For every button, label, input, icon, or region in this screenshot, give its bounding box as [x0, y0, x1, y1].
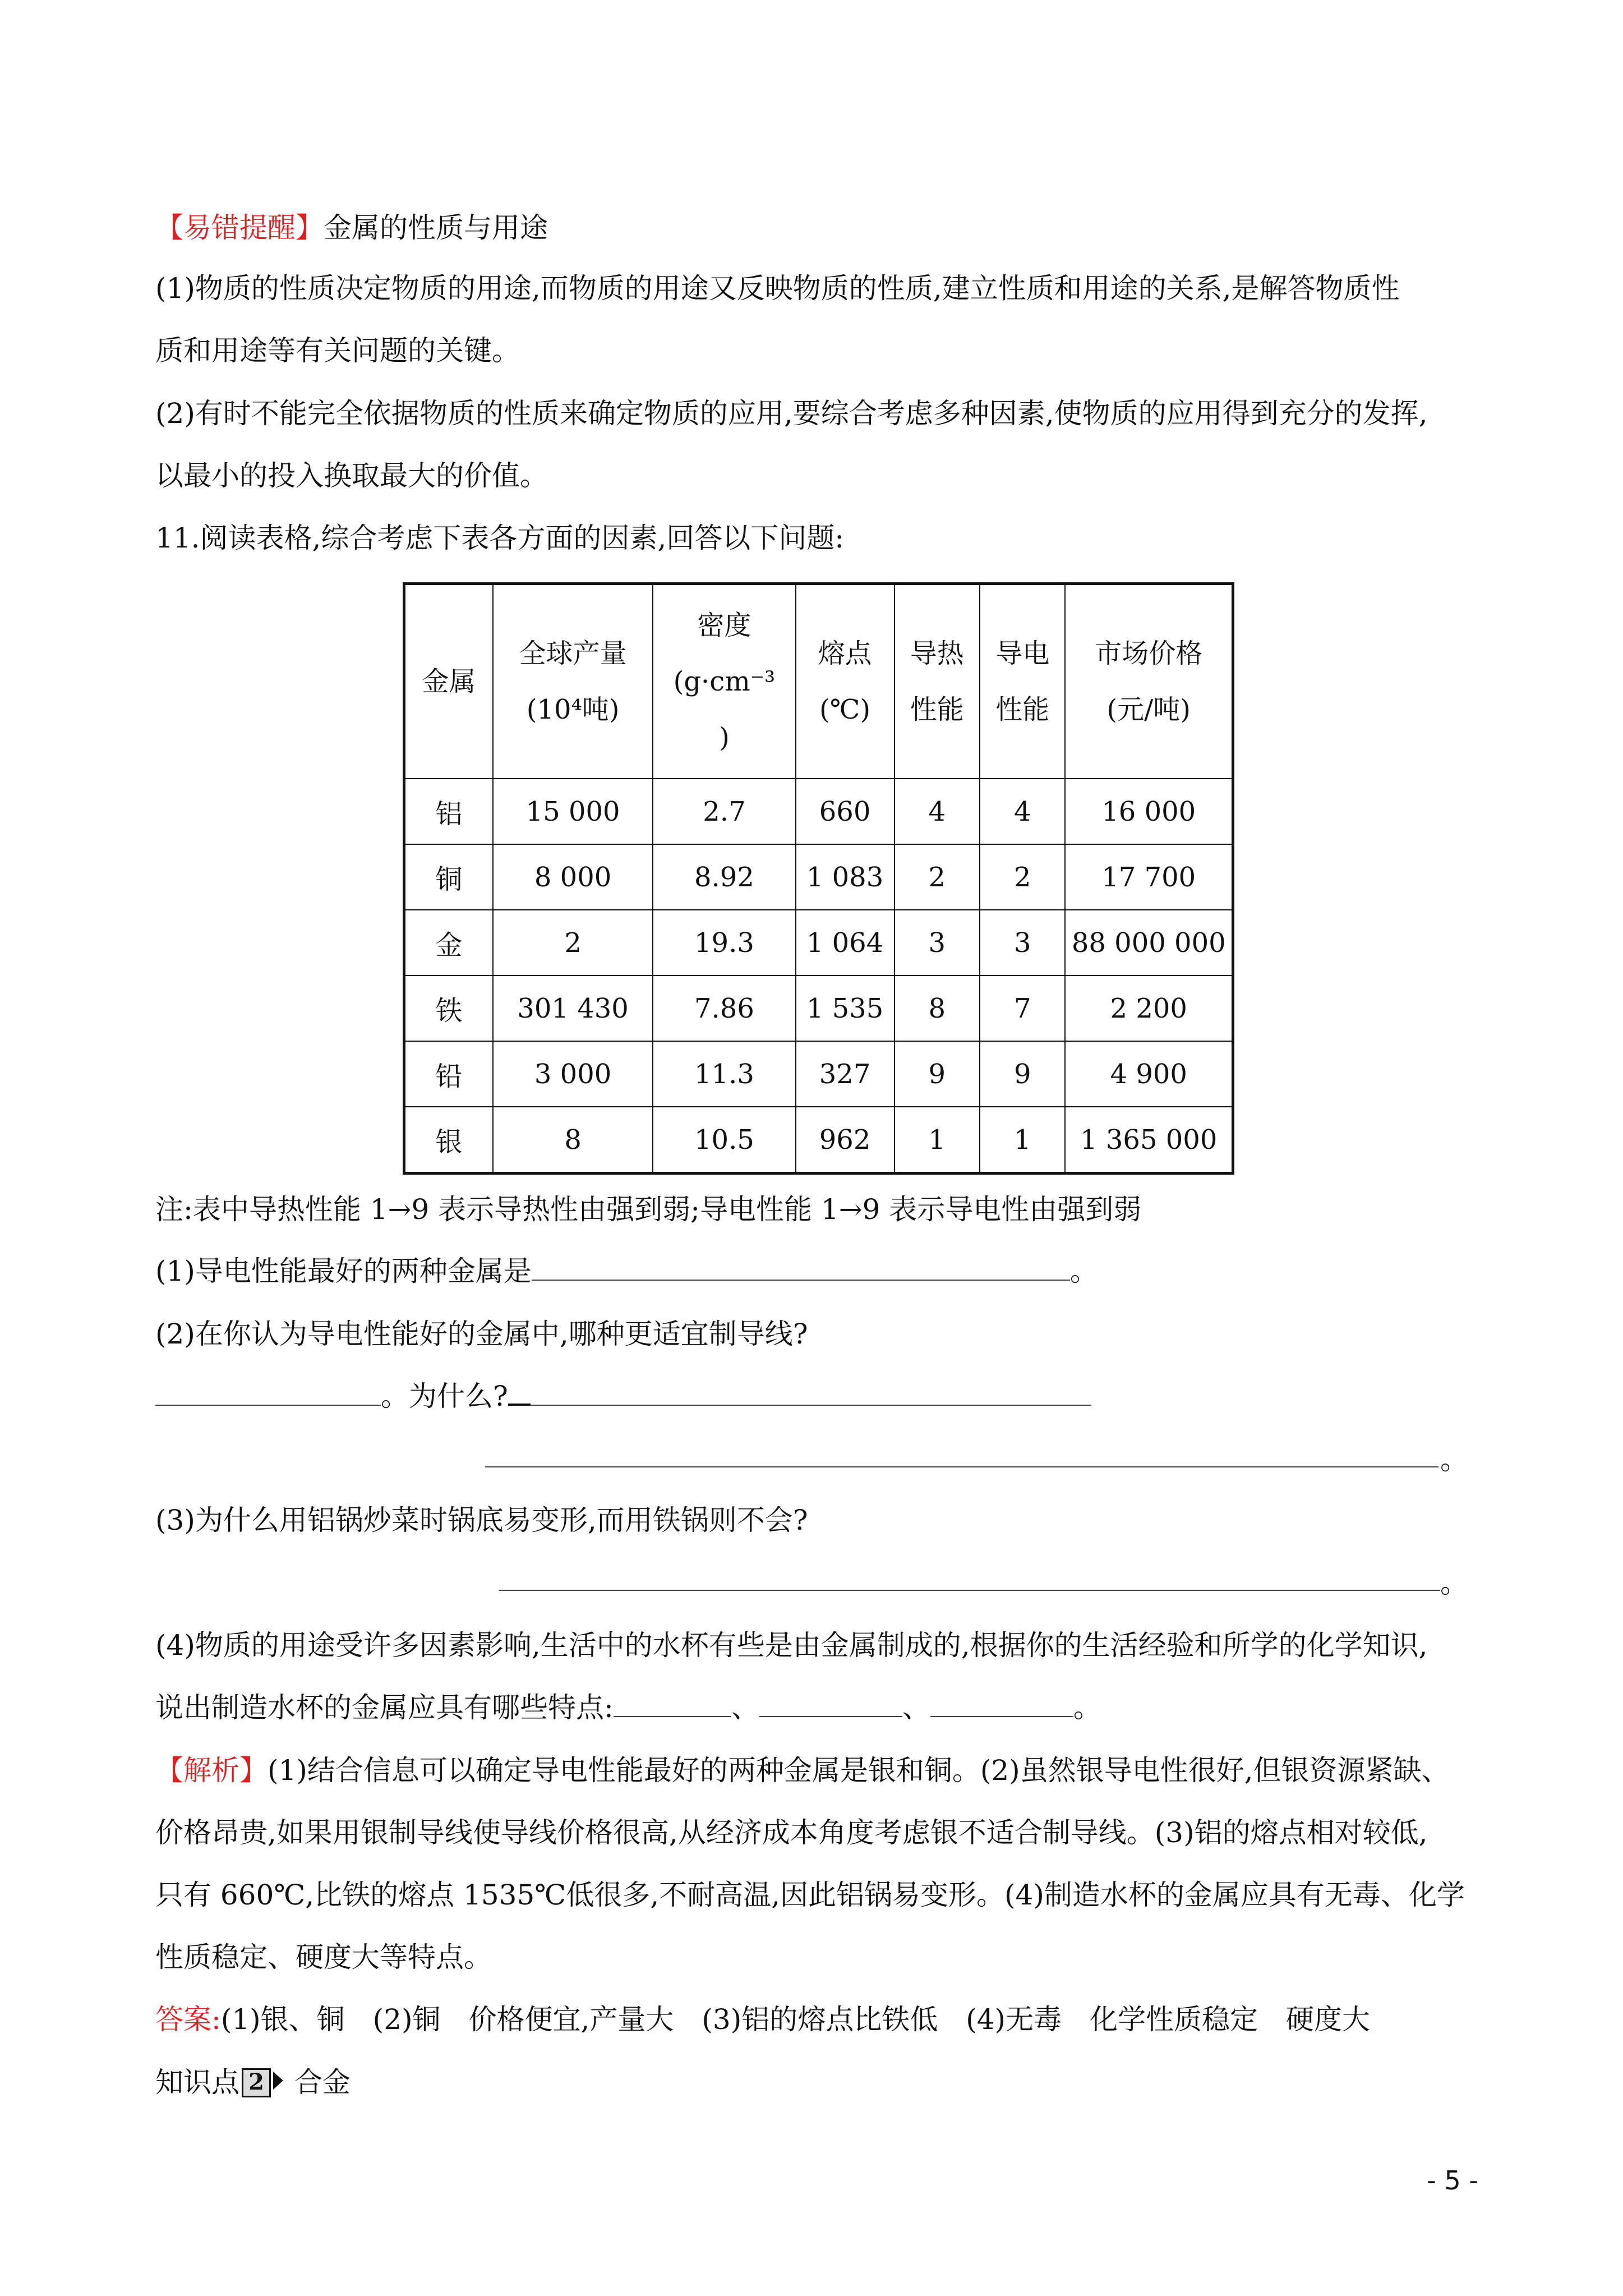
header-price: 市场价格 (元/吨): [1065, 584, 1233, 779]
table-header-row: [404, 584, 1233, 779]
sub-question-4-line2: [155, 1690, 1468, 1726]
table-cell: 1 064: [796, 910, 895, 976]
tip-p2-line2: 以最小的投入换取最大的价值。: [155, 459, 548, 492]
knowledge-point-number: 2: [242, 2068, 271, 2097]
answer-text: (1)银、铜 (2)铜 价格便宜,产量大 (3)铝的熔点比铁低 (4)无毒 化学性质稳定 硬度大: [220, 2003, 1371, 2036]
table-cell: 铝: [404, 779, 493, 844]
sub-question-3: (3)为什么用铝锅炒菜时锅底易变形,而用铁锅则不会?: [155, 1504, 808, 1536]
sub4-end: 。: [1073, 1691, 1101, 1724]
table-cell: 8 000: [493, 844, 653, 910]
analysis-tag: 【解析】: [155, 1754, 268, 1787]
sub-question-2-answer-line: [155, 1378, 1468, 1414]
table-row: [404, 779, 1233, 844]
table-cell: 2.7: [653, 779, 795, 844]
answer-blank-2a[interactable]: [155, 1379, 381, 1406]
analysis-line-3: 只有 660℃,比铁的熔点 1535℃低很多,不耐高温,因此铝锅易变形。(4)制造水杯的金属应具有无毒、化学: [155, 1879, 1465, 1911]
table-cell: 3: [980, 910, 1065, 976]
answer-blank-4b[interactable]: [759, 1690, 902, 1717]
table-cell: 16 000: [1065, 779, 1233, 844]
table-cell: 铅: [404, 1041, 493, 1107]
sub1-end: 。: [1069, 1255, 1098, 1287]
answer-tag: 答案:: [155, 2003, 221, 2036]
table-cell: 660: [796, 779, 895, 844]
answer-blank-2b[interactable]: [531, 1379, 1091, 1406]
table-row: [404, 1041, 1233, 1107]
table-cell: 2: [980, 844, 1065, 910]
answer-blank-3[interactable]: [499, 1590, 1440, 1591]
table-cell: 2 200: [1065, 976, 1233, 1041]
tip-tag: 【易错提醒】: [155, 211, 324, 244]
table-cell: 1 365 000: [1065, 1107, 1233, 1174]
table-cell: 4 900: [1065, 1041, 1233, 1107]
table-cell: 7: [980, 976, 1065, 1041]
answer-blank-2b-start: [508, 1378, 531, 1406]
header-density: 密度 (g·cm⁻³ ): [653, 584, 795, 779]
sub-question-2: (2)在你认为导电性能好的金属中,哪种更适宜制导线?: [155, 1318, 808, 1350]
table-cell: 10.5: [653, 1107, 795, 1174]
analysis-line-4: 性质稳定、硬度大等特点。: [155, 1941, 492, 1973]
tip-p1-line1: (1)物质的性质决定物质的用途,而物质的用途又反映物质的性质,建立性质和用途的关系,是解答物质性: [155, 272, 1400, 305]
table-cell: 11.3: [653, 1041, 795, 1107]
table-cell: 962: [796, 1107, 895, 1174]
analysis-line-1: [155, 1752, 1468, 1788]
table-note: 注:表中导热性能 1→9 表示导热性由强到弱;导电性能 1→9 表示导电性由强到弱: [155, 1193, 1142, 1226]
table-row: [404, 910, 1233, 976]
tip-heading: [155, 210, 1468, 246]
table-cell: 301 430: [493, 976, 653, 1041]
knowledge-point-label: 知识点: [155, 2066, 239, 2099]
sub2-end: 。: [1440, 1443, 1468, 1476]
table-cell: 4: [980, 779, 1065, 844]
table-cell: 4: [895, 779, 980, 844]
tip-title: 金属的性质与用途: [324, 211, 548, 244]
table-cell: 88 000 000: [1065, 910, 1233, 976]
table-cell: 15 000: [493, 779, 653, 844]
table-row: [404, 976, 1233, 1041]
table-cell: 2: [493, 910, 653, 976]
table-row: [404, 1107, 1233, 1174]
table-cell: 铜: [404, 844, 493, 910]
table-cell: 17 700: [1065, 844, 1233, 910]
answer-line: [155, 2001, 1468, 2037]
table-cell: 银: [404, 1107, 493, 1174]
table-cell: 8.92: [653, 844, 795, 910]
table-cell: 9: [980, 1041, 1065, 1107]
analysis-text-1: (1)结合信息可以确定导电性能最好的两种金属是银和铜。(2)虽然银导电性很好,但银资源紧缺、: [268, 1754, 1450, 1787]
table-row: [404, 844, 1233, 910]
header-production: 全球产量 (10⁴吨): [493, 584, 653, 779]
knowledge-point-title: 合金: [294, 2066, 351, 2099]
table-cell: 3 000: [493, 1041, 653, 1107]
triangle-right-icon: [273, 2072, 283, 2090]
table-cell: 1: [980, 1107, 1065, 1174]
tip-p1-line2: 质和用途等有关问题的关键。: [155, 334, 520, 367]
sub4-text: 说出制造水杯的金属应具有哪些特点:: [155, 1691, 614, 1724]
header-melting-point: 熔点 (℃): [796, 584, 895, 779]
header-electrical: 导电 性能: [980, 584, 1065, 779]
question-stem: 11.阅读表格,综合考虑下表各方面的因素,回答以下问题:: [155, 522, 845, 554]
metals-table: [403, 582, 1234, 1175]
table-cell: 7.86: [653, 976, 795, 1041]
table-cell: 19.3: [653, 910, 795, 976]
sub2-why: 。为什么?: [381, 1380, 508, 1412]
answer-blank-1[interactable]: [532, 1254, 1070, 1281]
answer-blank-2c[interactable]: [485, 1466, 1438, 1467]
table-cell: 1: [895, 1107, 980, 1174]
analysis-line-2: 价格昂贵,如果用银制导线使导线价格很高,从经济成本角度考虑银不适合制导线。(3)铝的熔点相对较低,: [155, 1816, 1428, 1849]
table-cell: 327: [796, 1041, 895, 1107]
sub4-sep-2: 、: [902, 1691, 930, 1724]
table-cell: 1 535: [796, 976, 895, 1041]
sub3-end: 。: [1440, 1567, 1468, 1599]
sub1-text: (1)导电性能最好的两种金属是: [155, 1255, 532, 1287]
page-number: - 5 -: [1427, 2165, 1478, 2196]
table-cell: 1 083: [796, 844, 895, 910]
header-metal: 金属: [404, 584, 493, 779]
table-cell: 2: [895, 844, 980, 910]
knowledge-point-heading: [155, 2064, 1468, 2100]
sub4-sep-1: 、: [731, 1691, 759, 1724]
sub-question-1: [155, 1253, 1468, 1289]
answer-blank-4c[interactable]: [930, 1690, 1073, 1717]
table-cell: 铁: [404, 976, 493, 1041]
table-cell: 9: [895, 1041, 980, 1107]
table-cell: 金: [404, 910, 493, 976]
tip-p2-line1: (2)有时不能完全依据物质的性质来确定物质的应用,要综合考虑多种因素,使物质的应用得到充分的发挥,: [155, 397, 1428, 430]
table-cell: 3: [895, 910, 980, 976]
header-thermal: 导热 性能: [895, 584, 980, 779]
sub-question-4-line1: (4)物质的用途受许多因素影响,生活中的水杯有些是由金属制成的,根据你的生活经验和所学的化学知识,: [155, 1629, 1428, 1662]
table-cell: 8: [895, 976, 980, 1041]
answer-blank-4a[interactable]: [614, 1690, 731, 1717]
table-cell: 8: [493, 1107, 653, 1174]
